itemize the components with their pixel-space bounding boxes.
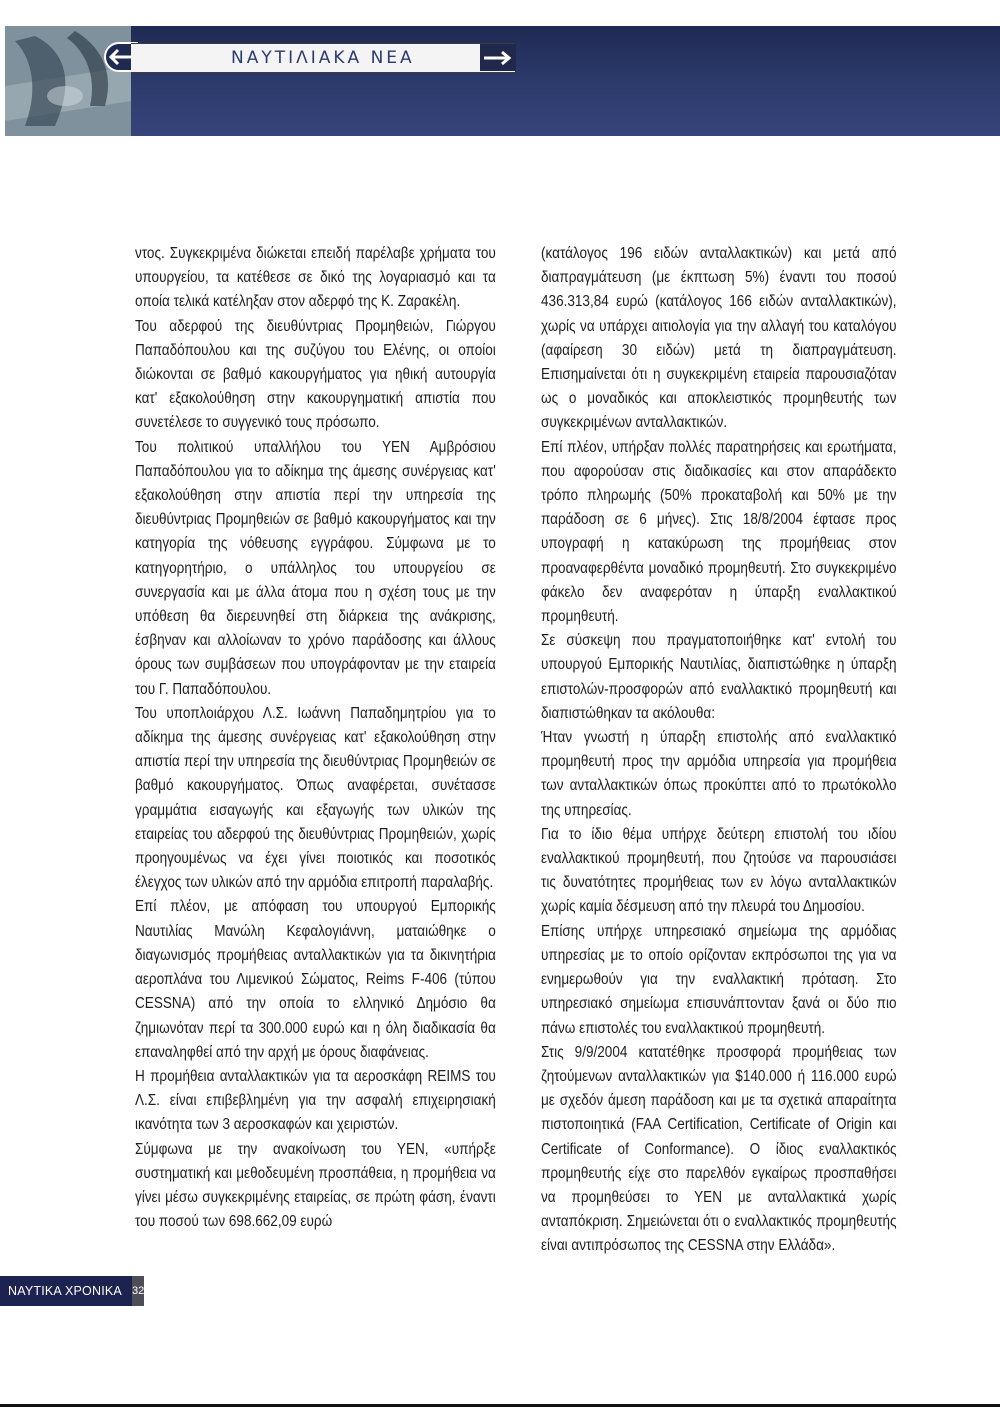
paragraph: Η προμήθεια ανταλλακτικών για τα αεροσκάφη REIMS του Λ.Σ. είναι επιβεβλημένη για την ασφαλή επιχειρησιακή ικανότητα των 3 αεροσκαφών και χειριστών. bbox=[135, 1067, 496, 1134]
section-title: ΝΑΥΤΙΛΙΑΚΑ ΝΕΑ bbox=[231, 48, 415, 68]
article-right-column bbox=[541, 242, 897, 1259]
bottom-rule bbox=[0, 1404, 1000, 1407]
paragraph: Σε σύσκεψη που πραγματοποιήθηκε κατ' εντολή του υπουργού Εμπορικής Ναυτιλίας, διαπιστώθηκε η ύπαρξη επιστολών-προσφορών από εναλλακτικό προμηθευτή και διαπιστώθηκαν τα ακόλουθα: bbox=[541, 632, 897, 722]
paragraph: (κατάλογος 196 ειδών ανταλλακτικών) και μετά από διαπραγμάτευση (με έκπτωση 5%) έναντι του ποσού 436.313,84 ευρώ (κατάλογος 166 ειδών ανταλλακτικών), χωρίς να υπάρχει αιτιολογία για την αλλαγή του καταλόγου (αφαίρεση 30 ειδών) μετά τη διαπραγμάτευση. Επισημαίνεται ότι η συγκεκριμένη εταιρεία παρουσιαζόταν ως ο μοναδικός και αποκλειστικός προμηθευτής των συγκεκριμένων ανταλλακτικών. bbox=[541, 245, 897, 432]
paragraph: Επίσης υπήρχε υπηρεσιακό σημείωμα της αρμόδιας υπηρεσίας με το οποίο ορίζονταν εκπρόσωποι της για να ενημερωθούν για την εναλλακτική πρόταση. Στο υπηρεσιακό σημείωμα επισυνάπτονταν ξανά οι δύο πιο πάνω επιστολές του εναλλακτικού προμηθευτή. bbox=[541, 922, 897, 1037]
page-number: 32 bbox=[132, 1276, 144, 1306]
article-left-column bbox=[135, 242, 496, 1234]
paragraph: Στις 9/9/2004 κατατέθηκε προσφορά προμήθειας των ζητούμενων ανταλλακτικών για $140.000 ή 116.000 ευρώ με σχεδόν άμεση παράδοση και με τα σχετικά απαραίτητα πιστοποιητικά (FAA Certification, Certificate of Origin και Certificate of Conformance). Ο ίδιος εναλλακτικός προμηθευτής είχε στο παρελθόν εγκαίρως προσπαθήσει να προμηθεύσει το ΥΕΝ με ανταλλακτικά χωρίς ανταπόκριση. Σημειώνεται ότι ο εναλλακτικός προμηθευτής είναι αντιπρόσωπος της CESSNA στην Ελλάδα». bbox=[541, 1043, 897, 1255]
magazine-word-2: ΧΡΟΝΙΚΑ bbox=[64, 1284, 122, 1298]
paragraph: Ήταν γνωστή η ύπαρξη επιστολής από εναλλακτικό προμηθευτή προς την αρμόδια υπηρεσία για προμήθεια των ανταλλακτικών όπως προκύπτει από το πρωτόκολλο της υπηρεσίας. bbox=[541, 729, 897, 819]
paragraph: Του υποπλοιάρχου Λ.Σ. Ιωάννη Παπαδημητρίου για το αδίκημα της άμεσης συνέργειας κατ' εξακολούθηση στην απιστία περί την υπηρεσία της διευθύντριας Προμηθειών σε βαθμό κακουργήματος. Όπως αναφέρεται, συνέτασσε γραμμάτια εισαγωγής και εξαγωγής των υλικών της εταιρείας του αδερφού της διευθύντριας Προμηθειών, χωρίς προηγουμένως να έχει γίνει ποιοτικός και ποσοτικός έλεγχος των υλικών από την αρμόδια επιτροπή παραλαβής. bbox=[135, 704, 496, 892]
right-arrow-icon bbox=[480, 44, 516, 71]
paragraph: ντος. Συγκεκριμένα διώκεται επειδή παρέλαβε χρήματα του υπουργείου, τα κατέθεσε σε δικό της λογαριασμό και τα οποία τελικά κατέληξαν στον αδερφό της Κ. Ζαρακέλη. bbox=[135, 245, 496, 311]
paragraph: Του πολιτικού υπαλλήλου του ΥΕΝ Αμβρόσιου Παπαδόπουλου για το αδίκημα της άμεσης συνέργειας κατ' εξακολούθηση στην απιστία περί την υπηρεσία της διευθύντριας Προμηθειών σε βαθμό κακουργήματος και την κατηγορία της νόθευσης εγγράφου. Σύμφωνα με το κατηγορητήριο, ο υπάλληλος του υπουργείου σε συνεργασία και με άλλα άτομα που η σχέση τους με την υπόθεση θα διερευνηθεί στη διάρκεια της ανάκρισης, έσβηναν και αλλοίωναν το χρόνο παράδοσης και άλλους όρους των συμβάσεων που υπογράφονταν με την εταιρεία του Γ. Παπαδόπουλου. bbox=[135, 438, 496, 698]
section-title-bar bbox=[131, 43, 515, 73]
paragraph: Επί πλέον, με απόφαση του υπουργού Εμπορικής Ναυτιλίας Μανώλη Κεφαλογιάννη, ματαιώθηκε ο διαγωνισμός προμήθειας ανταλλακτικών για τα δικινητήρια αεροπλάνα του Λιμενικού Σώματος, Reims F-406 (τύπου CESSNA) από την οποία το ελληνικό Δημόσιο θα ζημιωνόταν περί τα 300.000 ευρώ και η όλη διαδικασία θα επαναληφθεί από την αρχή με όρους διαφάνειας. bbox=[135, 898, 496, 1061]
paragraph: Για το ίδιο θέμα υπήρχε δεύτερη επιστολή του ιδίου εναλλακτικού προμηθευτή, που ζητούσε να παρουσιάσει τις δυνατότητες προμήθειας των εν λόγω ανταλλακτικών χωρίς καμία δέσμευση από την πλευρά του Δημοσίου. bbox=[541, 825, 897, 916]
magazine-word-1: ΝΑΥΤΙΚΑ bbox=[8, 1284, 62, 1298]
magazine-title bbox=[0, 1284, 122, 1298]
page-header bbox=[0, 26, 1000, 136]
footer-badge bbox=[0, 1276, 145, 1306]
paragraph: Επί πλέον, υπήρξαν πολλές παρατηρήσεις και ερωτήματα, που αφορούσαν στις διαδικασίες και στον απαράδεκτο τρόπο πληρωμής (50% προκαταβολή και 50% με την παράδοση σε 6 μήνες). Στις 18/8/2004 έφτασε προς υπογραφή η κατακύρωση της προμήθειας στον προαναφερθέντα μοναδικό προμηθευτή. Στο συγκεκριμένο φάκελο δεν αναφερόταν η ύπαρξη εναλλακτικού προμηθευτή. bbox=[541, 438, 897, 626]
paragraph: Του αδερφού της διευθύντριας Προμηθειών, Γιώργου Παπαδόπουλου και της συζύγου του Ελένης, οι οποίοι διώκονται σε βαθμό κακουργήματος για ηθική αυτουργία κατ' εξακολούθηση στην κακουργηματική απιστία που συνετέλεσε το συγγενικό τους πρόσωπο. bbox=[135, 317, 496, 432]
paragraph: Σύμφωνα με την ανακοίνωση του ΥΕΝ, «υπήρξε συστηματική και μεθοδευμένη προσπάθεια, η προμήθεια να γίνει μέσω συγκεκριμένης εταιρείας, σε πρώτη φάση, έναντι του ποσού των 698.662,09 ευρώ bbox=[135, 1140, 496, 1231]
